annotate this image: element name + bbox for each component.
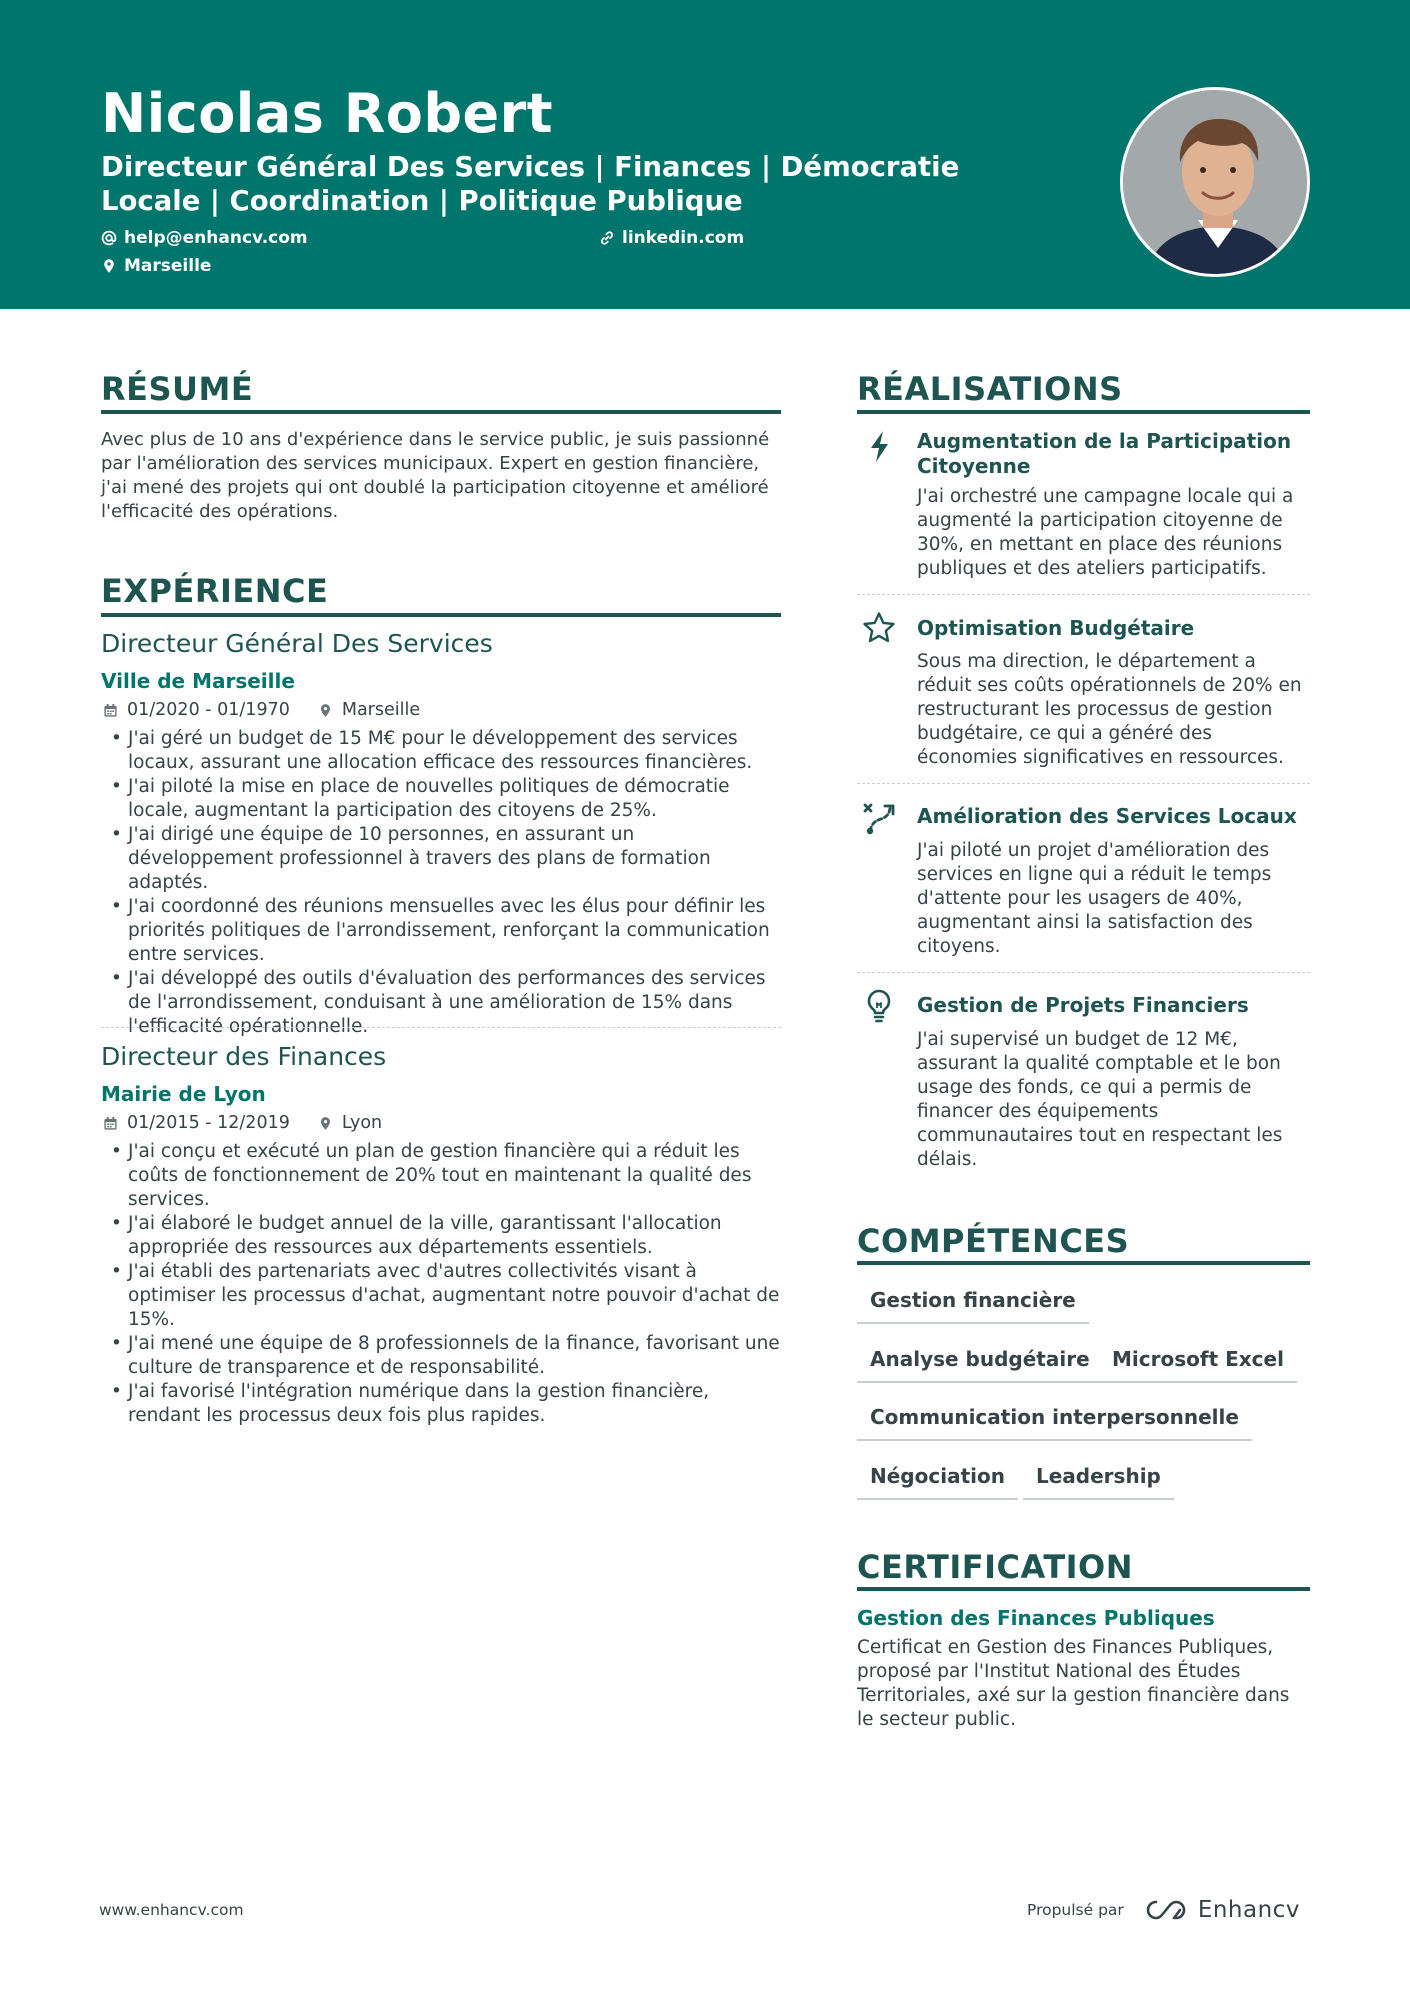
achievements-heading: RÉALISATIONS <box>857 370 1123 408</box>
list-item: • J'ai géré un budget de 15 M€ pour le développement des services locaux, assurant une allocation efficace des ressources financières. <box>101 727 781 775</box>
list-item: • J'ai développé des outils d'évaluation des performances des services de l'arrondissement, conduisant à une amélioration de 15% dans l'efficacité opérationnelle. <box>101 967 781 1039</box>
footer-branding <box>1027 1897 1300 1923</box>
job-location: Lyon <box>341 1113 383 1133</box>
achievement-title: Amélioration des Services Locaux <box>917 804 1297 828</box>
job-dates: 01/2020 - 01/1970 <box>127 700 290 720</box>
at-icon <box>101 230 117 246</box>
contact-location <box>101 256 211 276</box>
skills-divider <box>857 1261 1310 1265</box>
skill-tag: Négociation <box>857 1464 1018 1500</box>
job-company: Ville de Marseille <box>101 669 295 693</box>
list-item: • J'ai conçu et exécuté un plan de gestion financière qui a réduit les coûts de fonctionnement de 20% tout en maintenant la qualité des services. <box>101 1140 781 1212</box>
certification-divider <box>857 1587 1310 1591</box>
enhancv-logo[interactable] <box>1144 1897 1300 1923</box>
linkedin-text: linkedin.com <box>622 228 745 248</box>
lightning-icon <box>862 428 898 464</box>
brand-name: Enhancv <box>1197 1897 1300 1923</box>
achievement-title: Gestion de Projets Financiers <box>917 993 1249 1017</box>
job-dates: 01/2015 - 12/2019 <box>127 1113 290 1133</box>
skill-tag: Microsoft Excel <box>1099 1347 1297 1383</box>
powered-by-text: Propulsé par <box>1027 1901 1124 1919</box>
achievement-title: Augmentation de la Participation Citoyenne <box>917 429 1292 478</box>
job-location: Marseille <box>341 700 421 720</box>
contact-email[interactable] <box>101 228 308 248</box>
achievement-title: Optimisation Budgétaire <box>917 616 1195 640</box>
experience-divider <box>101 613 781 617</box>
map-pin-icon <box>318 1116 333 1131</box>
achievement-description: Sous ma direction, le département a réduit ses coûts opérationnels de 20% en restructurant les processus de gestion budgétaire, ce qui a généré des économies significatives en ressources. <box>917 651 1302 768</box>
job-title: Directeur Général Des Services <box>101 629 493 658</box>
list-item: • J'ai dirigé une équipe de 10 personnes, en assurant un développement professionnel à travers des plans de formation adaptés. <box>101 823 781 895</box>
email-text: help@enhancv.com <box>124 228 308 248</box>
contact-linkedin[interactable] <box>599 228 744 248</box>
summary-text: Avec plus de 10 ans d'expérience dans le service public, je suis passionné par l'amélioration des services municipaux. Expert en gestion financière, j'ai mené des projets qui ont doublé la participation citoyenne et amélioré l'efficacité des opérations. <box>101 429 770 522</box>
achievement-separator <box>857 594 1310 595</box>
map-pin-icon <box>101 258 117 274</box>
map-pin-icon <box>318 703 333 718</box>
enhancv-logo-icon <box>1144 1898 1190 1922</box>
experience-heading: EXPÉRIENCE <box>101 572 329 610</box>
job-separator <box>101 1027 781 1028</box>
header-banner <box>0 0 1410 309</box>
job-company: Mairie de Lyon <box>101 1082 266 1106</box>
achievement-description: J'ai piloté un projet d'amélioration des services en ligne qui a réduit le temps d'attente pour les usagers de 40%, augmentant ainsi la satisfaction des citoyens. <box>917 840 1272 957</box>
lightbulb-icon <box>861 988 897 1024</box>
skill-tag: Gestion financière <box>857 1288 1089 1324</box>
skill-tag: Leadership <box>1023 1464 1174 1500</box>
certification-heading: CERTIFICATION <box>857 1548 1134 1586</box>
job-bullets <box>101 727 781 1039</box>
job-meta <box>103 700 420 720</box>
list-item: • J'ai favorisé l'intégration numérique dans la gestion financière, rendant les processus deux fois plus rapides. <box>101 1380 781 1428</box>
summary-heading: RÉSUMÉ <box>101 370 254 408</box>
job-bullets <box>101 1140 781 1428</box>
achievement-description: J'ai supervisé un budget de 12 M€, assurant la qualité comptable et le bon usage des fonds, ce qui a permis de financer des équipements communautaires tout en respectant les délais. <box>917 1029 1283 1170</box>
certification-description: Certificat en Gestion des Finances Publiques, proposé par l'Institut National des Études Territoriales, axé sur la gestion financière dans le secteur public. <box>857 1637 1290 1730</box>
achievement-separator <box>857 783 1310 784</box>
link-icon <box>599 230 615 246</box>
list-item: • J'ai mené une équipe de 8 professionnels de la finance, favorisant une culture de transparence et de responsabilité. <box>101 1332 781 1380</box>
calendar-icon <box>103 703 118 718</box>
achievement-description: J'ai orchestré une campagne locale qui a augmenté la participation citoyenne de 30%, en mettant en place des réunions publiques et des ateliers participatifs. <box>917 486 1294 579</box>
skills-heading: COMPÉTENCES <box>857 1222 1130 1260</box>
candidate-title: Directeur Général Des Services | Finances | Démocratie Locale | Coordination | Politique Publique <box>101 151 960 217</box>
list-item: • J'ai établi des partenariats avec d'autres collectivités visant à optimiser les processus d'achat, augmentant notre pouvoir d'achat de 15%. <box>101 1260 781 1332</box>
list-item: • J'ai piloté la mise en place de nouvelles politiques de démocratie locale, augmentant la participation des citoyens de 25%. <box>101 775 781 823</box>
location-text: Marseille <box>124 256 212 276</box>
footer-website[interactable]: www.enhancv.com <box>99 1901 244 1919</box>
star-icon <box>861 610 897 646</box>
calendar-icon <box>103 1116 118 1131</box>
achievements-divider <box>857 410 1310 414</box>
list-item: • J'ai élaboré le budget annuel de la ville, garantissant l'allocation appropriée des ressources aux départements essentiels. <box>101 1212 781 1260</box>
achievement-separator <box>857 972 1310 973</box>
job-title: Directeur des Finances <box>101 1042 387 1071</box>
skill-tag: Communication interpersonnelle <box>857 1405 1252 1441</box>
list-item: • J'ai coordonné des réunions mensuelles avec les élus pour définir les priorités politiques de l'arrondissement, renforçant la communication entre services. <box>101 895 781 967</box>
route-icon <box>861 800 897 836</box>
certification-title: Gestion des Finances Publiques <box>857 1606 1215 1630</box>
job-meta <box>103 1113 382 1133</box>
candidate-name: Nicolas Robert <box>101 82 554 145</box>
profile-photo <box>1120 87 1310 277</box>
skill-tag: Analyse budgétaire <box>857 1347 1103 1383</box>
summary-divider <box>101 410 781 414</box>
